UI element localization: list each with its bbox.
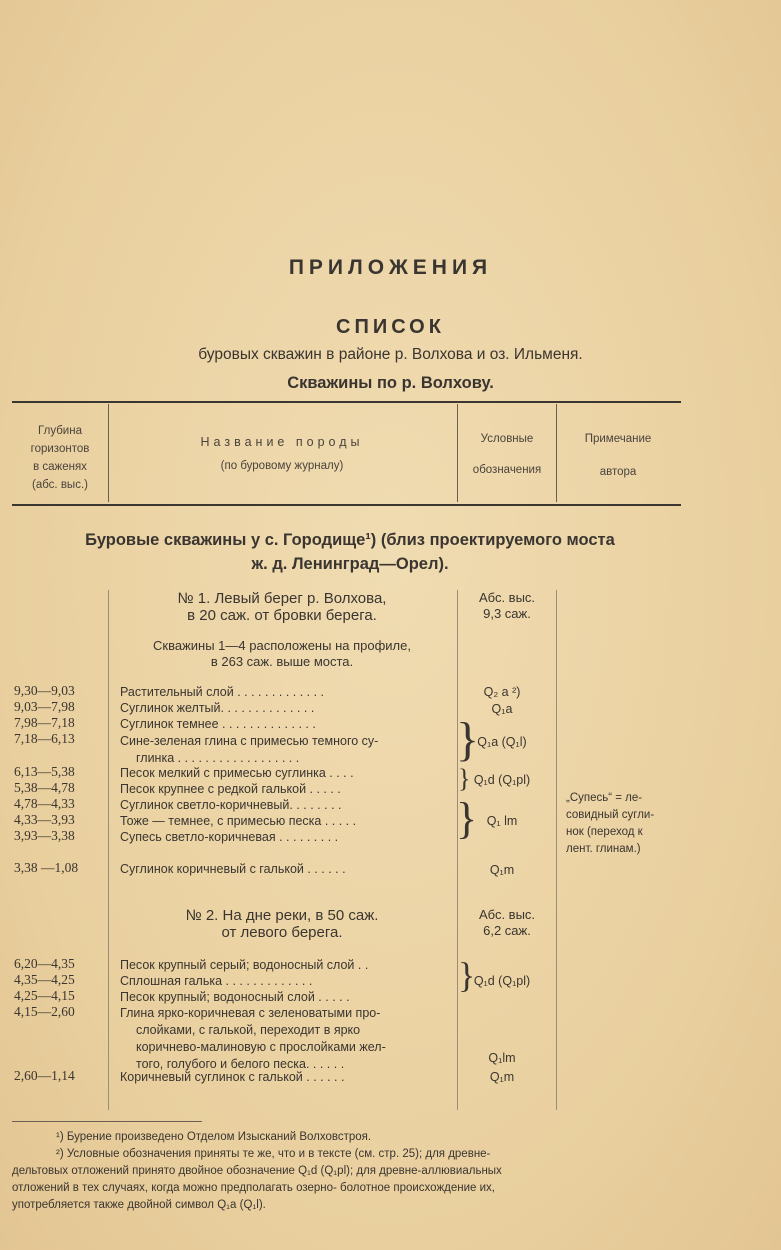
column-divider: [556, 590, 557, 1110]
comment-line: нок (переход к: [566, 826, 643, 838]
column-divider: [457, 590, 458, 1110]
table-row-symbol: Q₁a (Q₁l): [477, 735, 527, 749]
table-row-depth: 7,18—6,13: [14, 731, 75, 746]
header-line: Глубина: [38, 425, 82, 437]
table-row-rock: Суглинок темнее . . . . . . . . . . . . . .: [120, 717, 316, 731]
table-row-depth: 9,03—7,98: [14, 699, 75, 714]
well-note: Скважины 1—4 расположены на профиле,: [153, 638, 411, 653]
table-row-rock: Глина ярко-коричневая с зеленоватыми про-: [120, 1006, 381, 1020]
header-divider: [556, 404, 557, 502]
table-row-symbol: Q₁d (Q₁pl): [473, 974, 531, 988]
table-row-rock: того, голубого и белого песка. . . . . .: [136, 1057, 345, 1071]
well-altitude: Абс. выс.: [478, 590, 536, 605]
footnote-rule: [12, 1121, 202, 1122]
group-brace: }: [456, 794, 478, 843]
page-title: ПРИЛОЖЕНИЯ: [288, 256, 493, 279]
table-row-depth: 4,15—2,60: [14, 1004, 75, 1019]
table-row-rock: Растительный слой . . . . . . . . . . . . .: [120, 685, 325, 699]
table-row-symbol: Q₂ a ²): [483, 685, 521, 699]
comment-line: „Супесь“ = ле-: [566, 792, 643, 804]
table-row-symbol: Q₁m: [489, 1070, 515, 1084]
table-row-rock: Суглинок светло-коричневый. . . . . . . .: [120, 798, 342, 812]
table-row-depth: 4,25—4,15: [14, 988, 75, 1003]
table-row-depth: 3,93—3,38: [14, 828, 75, 843]
table-row-rock: Песок крупный; водоносный слой . . . . .: [120, 990, 350, 1004]
table-row-symbol: Q₁m: [489, 863, 515, 877]
table-row-rock: Песок крупнее с редкой галькой . . . . .: [120, 782, 341, 796]
well-title: № 2. На дне реки, в 50 саж.: [185, 907, 379, 924]
well-title: в 20 саж. от бровки берега.: [187, 607, 377, 624]
table-row-depth: 6,13—5,38: [14, 764, 75, 779]
well-altitude: 6,2 саж.: [483, 923, 531, 938]
header-line: в саженях: [33, 461, 87, 473]
comment-line: совидный сугли-: [566, 809, 655, 821]
table-row-rock: Суглинок коричневый с галькой . . . . . .: [120, 862, 346, 876]
table-row-depth: 4,35—4,25: [14, 972, 75, 987]
well-altitude: 9,3 саж.: [483, 606, 531, 621]
table-row-depth: 3,38 —1,08: [14, 860, 79, 875]
column-header-symbols: Условные: [480, 433, 534, 445]
footnote-2: употребляется также двойной символ Q₁a (Q₁l).: [12, 1199, 266, 1211]
comment-line: лент. глинам.): [566, 843, 641, 855]
table-row-depth: 4,78—4,33: [14, 796, 75, 811]
table-row-symbol: Q₁a: [491, 702, 513, 716]
table-row-depth: 9,30—9,03: [14, 683, 75, 698]
group-brace: }: [456, 713, 480, 766]
well-note: в 263 саж. выше моста.: [210, 654, 354, 669]
column-header-notes: автора: [599, 466, 637, 478]
well-altitude: Абс. выс.: [478, 907, 536, 922]
group-brace: }: [458, 764, 471, 793]
list-subtitle: буровых скважин в районе р. Волхова и оз. Ильменя.: [198, 346, 583, 363]
header-divider: [108, 404, 109, 502]
column-header-rock-source: (по буровому журналу): [220, 460, 344, 472]
table-row-rock: Тоже — темнее, с примесью песка . . . . .: [120, 814, 357, 828]
table-row-symbol: Q₁d (Q₁pl): [473, 773, 531, 787]
block-heading: Буровые скважины у с. Городище¹) (близ проектируемого моста: [85, 531, 615, 549]
table-row-rock: Сплошная галька . . . . . . . . . . . . .: [120, 974, 313, 988]
section-title: Скважины по р. Волхову.: [287, 374, 494, 392]
header-line: горизонтов: [30, 443, 90, 455]
well-title: № 1. Левый берег р. Волхова,: [177, 590, 387, 607]
header-top-rule: [12, 401, 681, 403]
table-row-rock: Супесь светло-коричневая . . . . . . . . .: [120, 830, 339, 844]
column-header-notes: Примечание: [584, 433, 652, 445]
footnote-2: ²) Условные обозначения приняты те же, что и в тексте (см. стр. 25); для древне-: [56, 1148, 491, 1160]
table-row-rock: Коричневый суглинок с галькой . . . . . .: [120, 1070, 345, 1084]
table-row-rock: Суглинок желтый. . . . . . . . . . . . . .: [120, 701, 315, 715]
table-row-rock: глинка . . . . . . . . . . . . . . . . . .: [136, 751, 300, 765]
column-header-symbols: обозначения: [472, 464, 542, 476]
table-row-symbol: Q₁ lm: [486, 814, 518, 828]
footnote-2: отложений в тех случаях, когда можно предполагать озерно- болотное происхождение их,: [12, 1182, 495, 1194]
list-title: СПИСОК: [336, 316, 445, 338]
table-row-depth: 7,98—7,18: [14, 715, 75, 730]
table-row-symbol: Q₁lm: [488, 1051, 516, 1065]
table-row-depth: 5,38—4,78: [14, 780, 75, 795]
well-title: от левого берега.: [221, 924, 343, 941]
header-bottom-rule: [12, 504, 681, 506]
table-row-depth: 6,20—4,35: [14, 956, 75, 971]
table-row-rock: Песок крупный серый; водоносный слой . .: [120, 958, 369, 972]
column-divider: [108, 590, 109, 1110]
column-header-rock-name: Название породы: [200, 435, 364, 449]
table-row-depth: 2,60—1,14: [14, 1068, 75, 1083]
table-row-rock: слойками, с галькой, переходит в ярко: [136, 1023, 361, 1037]
table-row-rock: Песок мелкий с примесью суглинка . . . .: [120, 766, 354, 780]
header-line: (абс. выс.): [32, 479, 88, 491]
column-header-depth: [14, 422, 106, 494]
group-brace: }: [458, 955, 476, 995]
table-row-rock: коричнево-малиновую с прослойками жел-: [136, 1040, 386, 1054]
table-row-rock: Сине-зеленая глина с примесью темного су-: [120, 734, 379, 748]
footnote-1: ¹) Бурение произведено Отделом Изысканий Волховстроя.: [56, 1131, 372, 1143]
author-comment: [566, 790, 686, 858]
block-heading: ж. д. Ленинград—Орел).: [251, 555, 449, 573]
header-divider: [457, 404, 458, 502]
footnote-2: дельтовых отложений принято двойное обозначение Q₁d (Q₁pl); для древне-аллювиальных: [12, 1165, 502, 1177]
table-row-depth: 4,33—3,93: [14, 812, 75, 827]
